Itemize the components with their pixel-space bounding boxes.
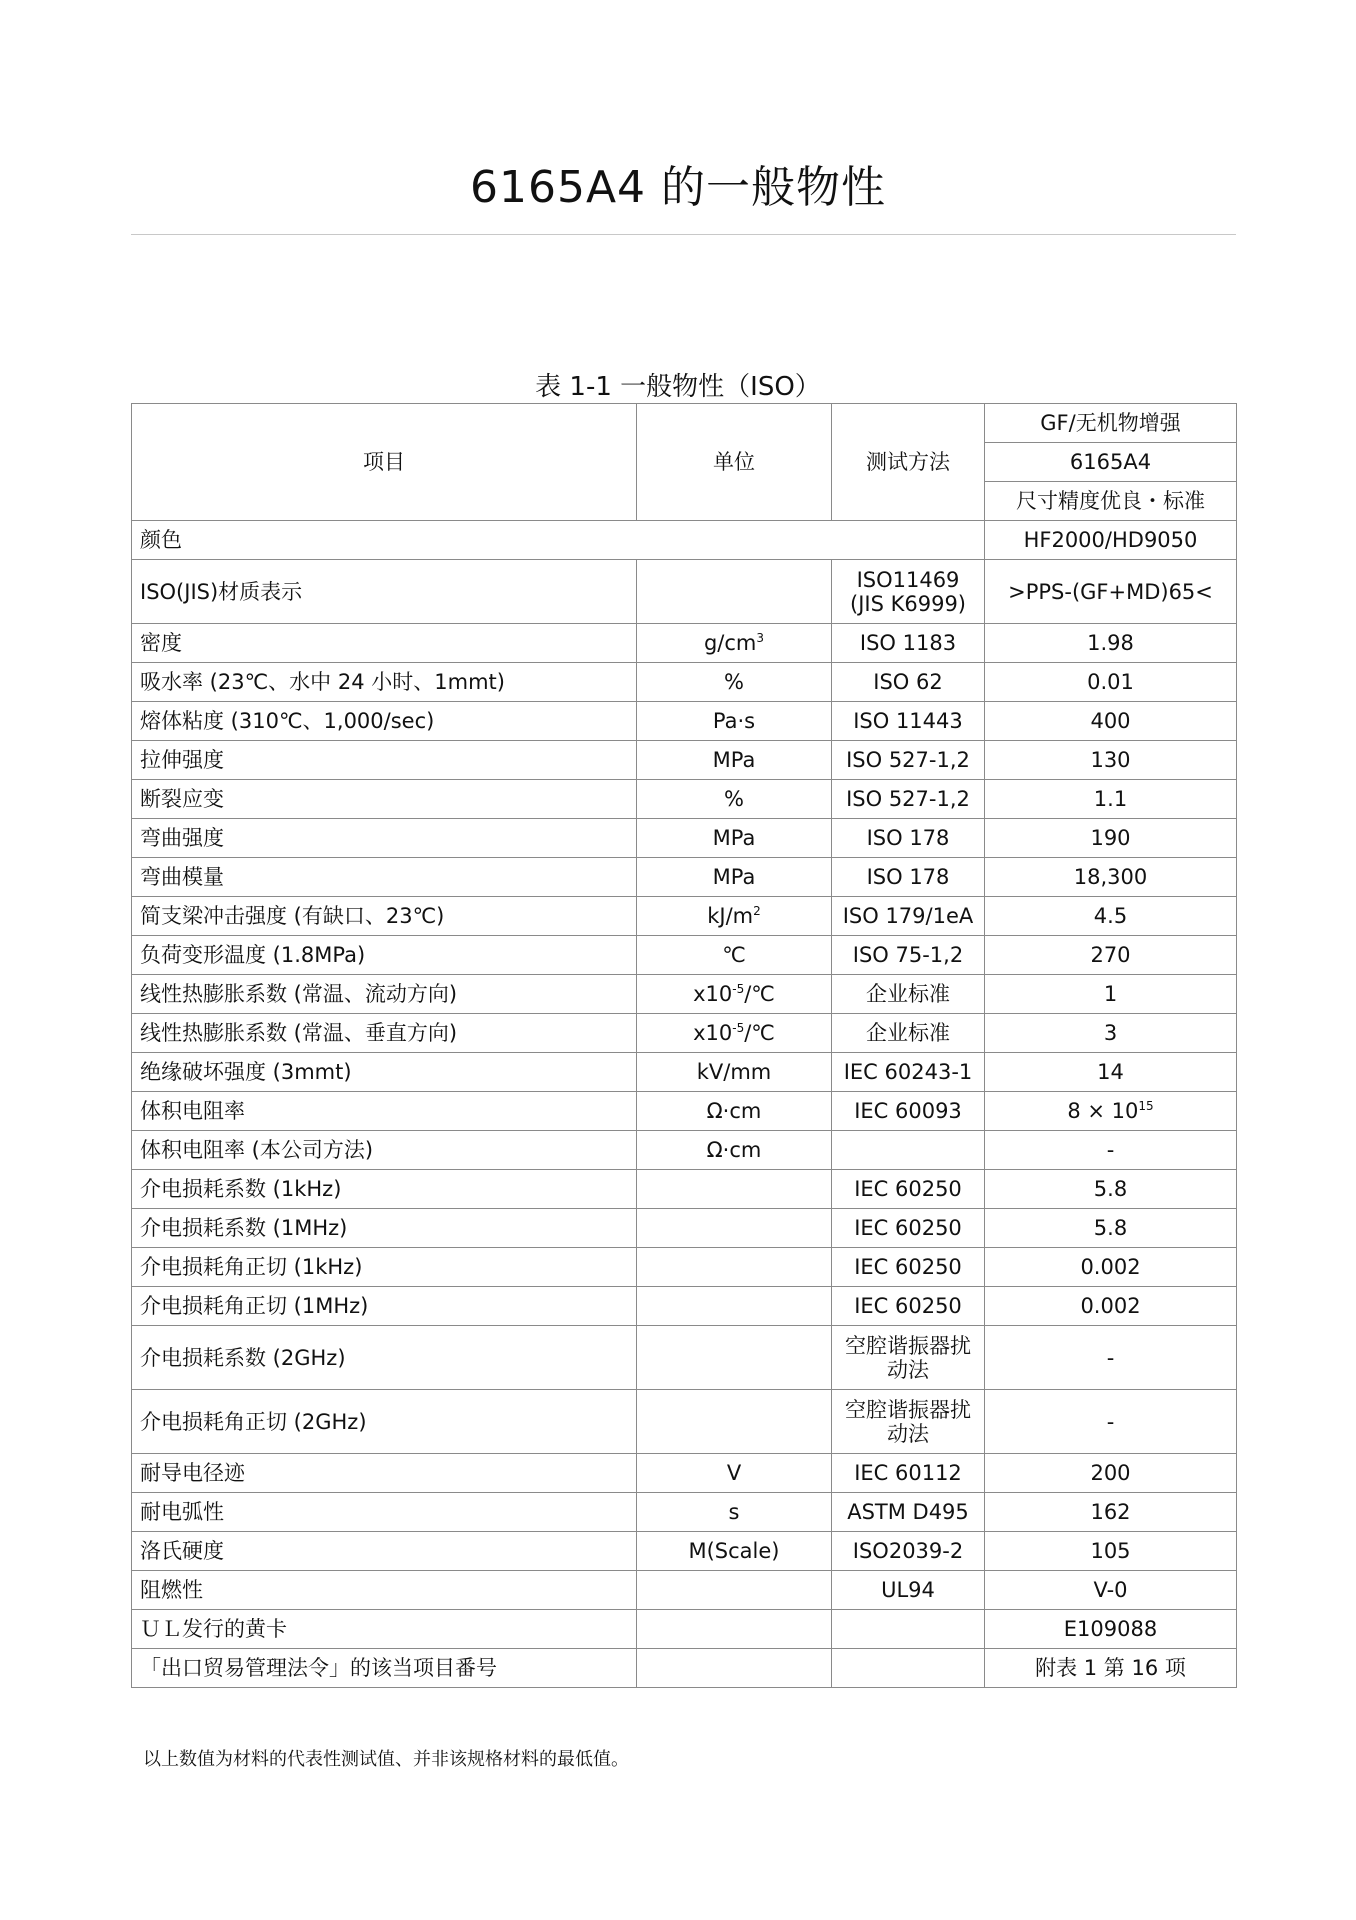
property-value: 0.002 <box>985 1287 1237 1326</box>
test-method: IEC 60250 <box>832 1248 985 1287</box>
property-unit <box>637 1209 832 1248</box>
test-method-line: 动法 <box>887 1421 929 1446</box>
table-row <box>132 975 1237 1014</box>
table-row <box>132 702 1237 741</box>
test-method: ISO 178 <box>832 819 985 858</box>
footnote: 以上数值为材料的代表性测试值、并非该规格材料的最低值。 <box>143 1749 629 1770</box>
property-name: 介电损耗系数 (1kHz) <box>132 1170 637 1209</box>
table-row <box>132 1326 1237 1390</box>
property-name: 断裂应变 <box>132 780 637 819</box>
property-name: 耐电弧性 <box>132 1493 637 1532</box>
table-caption: 表 1-1 一般物性（ISO） <box>535 372 821 402</box>
table-row <box>132 1649 1237 1688</box>
test-method: ISO 178 <box>832 858 985 897</box>
unit-base: g/cm <box>703 631 757 655</box>
properties-table-wrapper <box>131 403 1236 1688</box>
property-unit <box>637 975 832 1014</box>
unit-base: x10 <box>693 1021 733 1045</box>
property-name: 绝缘破坏强度 (3mmt) <box>132 1053 637 1092</box>
property-value: E109088 <box>985 1610 1237 1649</box>
test-method-line: ISO11469 <box>856 567 960 592</box>
property-unit <box>637 1170 832 1209</box>
property-unit: Ω·cm <box>637 1131 832 1170</box>
table-row <box>132 624 1237 663</box>
property-name: 拉伸强度 <box>132 741 637 780</box>
property-value <box>985 1092 1237 1131</box>
table-row <box>132 1610 1237 1649</box>
property-unit: Pa·s <box>637 702 832 741</box>
property-unit: MPa <box>637 741 832 780</box>
property-value: 400 <box>985 702 1237 741</box>
test-method <box>832 1649 985 1688</box>
test-method: ISO 1183 <box>832 624 985 663</box>
property-value: 5.8 <box>985 1170 1237 1209</box>
property-value: 1.1 <box>985 780 1237 819</box>
property-unit <box>637 560 832 624</box>
property-unit: MPa <box>637 819 832 858</box>
test-method <box>832 1131 985 1170</box>
test-method: ISO 179/1eA <box>832 897 985 936</box>
test-method: ISO 527-1,2 <box>832 780 985 819</box>
property-value: 0.002 <box>985 1248 1237 1287</box>
value-superscript: 15 <box>1138 1099 1154 1113</box>
table-row <box>132 741 1237 780</box>
table-row <box>132 1532 1237 1571</box>
unit-base: kJ/m <box>707 904 754 928</box>
property-name: 熔体粘度 (310℃、1,000/sec) <box>132 702 637 741</box>
property-name: 简支梁冲击强度 (有缺口、23℃) <box>132 897 637 936</box>
test-method <box>832 560 985 624</box>
property-name: 耐导电径迹 <box>132 1454 637 1493</box>
property-unit: s <box>637 1493 832 1532</box>
property-value: 1 <box>985 975 1237 1014</box>
property-value: 14 <box>985 1053 1237 1092</box>
test-method-line: 动法 <box>887 1357 929 1382</box>
property-unit: MPa <box>637 858 832 897</box>
table-row <box>132 663 1237 702</box>
property-name: 介电损耗角正切 (1kHz) <box>132 1248 637 1287</box>
table-header-row <box>132 404 1237 443</box>
property-unit: Ω·cm <box>637 1092 832 1131</box>
table-row <box>132 1053 1237 1092</box>
header-item: 项目 <box>132 404 637 521</box>
property-unit <box>637 1248 832 1287</box>
property-unit <box>637 1390 832 1454</box>
test-method: ISO 11443 <box>832 702 985 741</box>
test-method: UL94 <box>832 1571 985 1610</box>
test-method: IEC 60112 <box>832 1454 985 1493</box>
table-row <box>132 1248 1237 1287</box>
property-value: 0.01 <box>985 663 1237 702</box>
unit-base: x10 <box>693 982 733 1006</box>
property-unit <box>637 1326 832 1390</box>
property-value: 162 <box>985 1493 1237 1532</box>
table-row <box>132 1209 1237 1248</box>
test-method: ISO 62 <box>832 663 985 702</box>
test-method: 企业标准 <box>832 1014 985 1053</box>
table-row <box>132 1170 1237 1209</box>
table-row <box>132 897 1237 936</box>
property-unit <box>637 624 832 663</box>
table-row <box>132 819 1237 858</box>
unit-tail: /℃ <box>744 1021 775 1045</box>
table-row <box>132 560 1237 624</box>
property-name: 弯曲强度 <box>132 819 637 858</box>
property-name: 线性热膨胀系数 (常温、流动方向) <box>132 975 637 1014</box>
test-method: IEC 60250 <box>832 1209 985 1248</box>
property-value: - <box>985 1326 1237 1390</box>
property-name: 弯曲模量 <box>132 858 637 897</box>
test-method: 企业标准 <box>832 975 985 1014</box>
property-value: V-0 <box>985 1571 1237 1610</box>
unit-superscript: -5 <box>732 1021 745 1035</box>
property-unit: ℃ <box>637 936 832 975</box>
property-value: 1.98 <box>985 624 1237 663</box>
table-row <box>132 1014 1237 1053</box>
property-name: 负荷变形温度 (1.8MPa) <box>132 936 637 975</box>
property-value: 190 <box>985 819 1237 858</box>
test-method-line: 空腔谐振器扰 <box>845 1333 971 1358</box>
table-row <box>132 780 1237 819</box>
test-method <box>832 1390 985 1454</box>
property-name: 介电损耗系数 (2GHz) <box>132 1326 637 1390</box>
property-unit <box>637 1571 832 1610</box>
property-value: 5.8 <box>985 1209 1237 1248</box>
property-value: 105 <box>985 1532 1237 1571</box>
property-value: 4.5 <box>985 897 1237 936</box>
property-value: 200 <box>985 1454 1237 1493</box>
property-unit <box>637 1610 832 1649</box>
property-value: 附表 1 第 16 项 <box>985 1649 1237 1688</box>
test-method: ISO 75-1,2 <box>832 936 985 975</box>
property-name: 介电损耗系数 (1MHz) <box>132 1209 637 1248</box>
test-method: IEC 60093 <box>832 1092 985 1131</box>
unit-superscript: 3 <box>756 631 765 645</box>
property-value: - <box>985 1390 1237 1454</box>
property-name: ISO(JIS)材质表示 <box>132 560 637 624</box>
property-name: 洛氏硬度 <box>132 1532 637 1571</box>
value-base: 8 × 10 <box>1067 1099 1139 1123</box>
header-category: GF/无机物增强 <box>985 404 1237 443</box>
unit-tail: /℃ <box>744 982 775 1006</box>
property-unit <box>637 1649 832 1688</box>
table-row <box>132 1571 1237 1610</box>
page-title: 6165A4 的一般物性 <box>469 162 887 213</box>
property-value: 270 <box>985 936 1237 975</box>
property-unit: V <box>637 1454 832 1493</box>
property-name: 体积电阻率 (本公司方法) <box>132 1131 637 1170</box>
color-value: HF2000/HD9050 <box>985 521 1237 560</box>
property-value: 18,300 <box>985 858 1237 897</box>
test-method: ISO2039-2 <box>832 1532 985 1571</box>
table-row <box>132 1493 1237 1532</box>
table-row <box>132 1454 1237 1493</box>
test-method: IEC 60243-1 <box>832 1053 985 1092</box>
property-value: 3 <box>985 1014 1237 1053</box>
property-value: 130 <box>985 741 1237 780</box>
table-row <box>132 1390 1237 1454</box>
property-value: - <box>985 1131 1237 1170</box>
test-method: IEC 60250 <box>832 1170 985 1209</box>
property-unit: M(Scale) <box>637 1532 832 1571</box>
header-feature: 尺寸精度优良・标准 <box>985 482 1237 521</box>
property-name: 阻燃性 <box>132 1571 637 1610</box>
table-row <box>132 1092 1237 1131</box>
property-unit: % <box>637 780 832 819</box>
title-divider <box>131 234 1236 235</box>
property-unit <box>637 1287 832 1326</box>
color-label: 颜色 <box>132 521 985 560</box>
property-unit: % <box>637 663 832 702</box>
property-name: 体积电阻率 <box>132 1092 637 1131</box>
property-name: 密度 <box>132 624 637 663</box>
property-name: 吸水率 (23℃、水中 24 小时、1mmt) <box>132 663 637 702</box>
header-grade: 6165A4 <box>985 443 1237 482</box>
property-unit <box>637 897 832 936</box>
test-method: IEC 60250 <box>832 1287 985 1326</box>
test-method: ASTM D495 <box>832 1493 985 1532</box>
property-name: 「出口贸易管理法令」的该当项目番号 <box>132 1649 637 1688</box>
test-method: ISO 527-1,2 <box>832 741 985 780</box>
unit-superscript: -5 <box>732 982 745 996</box>
test-method-line: (JIS K6999) <box>850 591 966 616</box>
header-unit: 单位 <box>637 404 832 521</box>
test-method <box>832 1326 985 1390</box>
table-row <box>132 858 1237 897</box>
table-row <box>132 1131 1237 1170</box>
property-name: 介电损耗角正切 (2GHz) <box>132 1390 637 1454</box>
property-name: 介电损耗角正切 (1MHz) <box>132 1287 637 1326</box>
table-row <box>132 1287 1237 1326</box>
property-unit: kV/mm <box>637 1053 832 1092</box>
table-row <box>132 936 1237 975</box>
property-name: 线性热膨胀系数 (常温、垂直方向) <box>132 1014 637 1053</box>
property-value: >PPS-(GF+MD)65< <box>985 560 1237 624</box>
property-name: ＵＬ发行的黄卡 <box>132 1610 637 1649</box>
header-method: 测试方法 <box>832 404 985 521</box>
property-unit <box>637 1014 832 1053</box>
unit-superscript: 2 <box>753 904 761 918</box>
test-method <box>832 1610 985 1649</box>
test-method-line: 空腔谐振器扰 <box>845 1397 971 1422</box>
color-row <box>132 521 1237 560</box>
properties-table <box>131 403 1237 1688</box>
